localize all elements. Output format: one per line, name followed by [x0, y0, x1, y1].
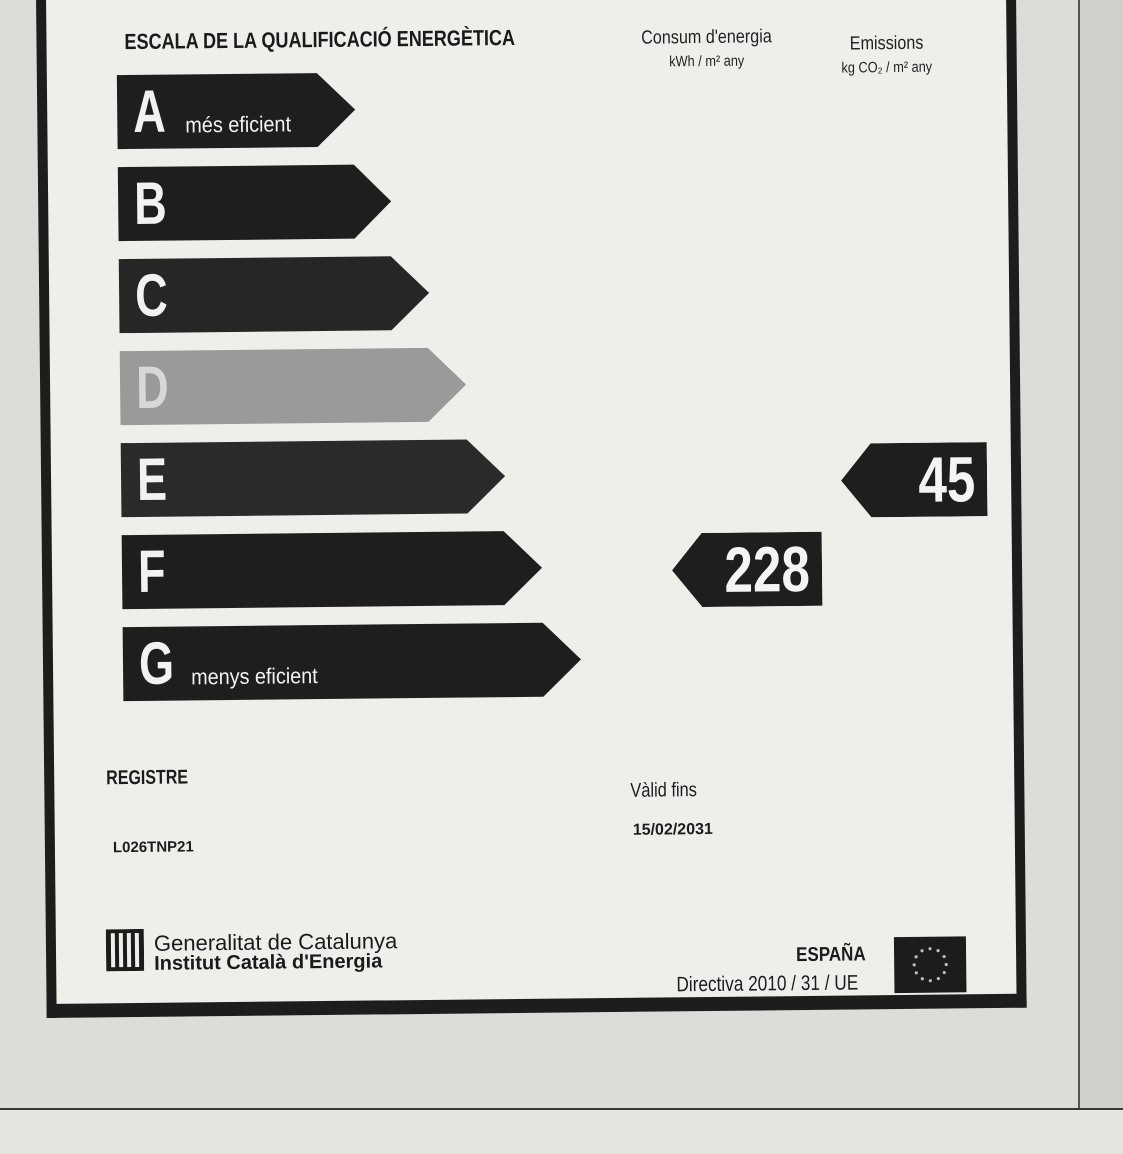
scale-bar-a: [117, 75, 292, 149]
scale-bar-b: [118, 167, 168, 241]
scale-letter-d: D: [135, 353, 169, 421]
scale-letter-b: B: [133, 169, 168, 237]
consum-value: 228: [724, 532, 811, 606]
scale-bar-f: [122, 535, 166, 609]
emissions-title: Emissions: [849, 32, 924, 55]
emissions-value: 45: [917, 443, 976, 516]
directive-label: Directiva 2010 / 31 / UE: [676, 971, 859, 997]
scale-bar-c: [119, 259, 168, 333]
scale-bar-e: [121, 443, 168, 517]
valid-until-value: 15/02/2031: [632, 820, 713, 839]
energy-label: [36, 0, 1027, 1018]
consum-unit: kWh / m² any: [669, 52, 745, 71]
scale-letter-c: C: [134, 261, 168, 329]
scale-letter-f: F: [137, 537, 166, 605]
scale-note-g: menys eficient: [191, 663, 318, 690]
emissions-value-tag: [841, 442, 988, 518]
institute-name: Institut Català d'Energia: [154, 950, 383, 975]
consum-value-tag: [672, 532, 823, 608]
consum-title: Consum d'energia: [641, 26, 772, 49]
registre-label: REGISTRE: [106, 766, 189, 790]
generalitat-logo-icon: [106, 929, 144, 971]
org-name: Generalitat de Catalunya: [153, 928, 398, 956]
label-title: ESCALA DE LA QUALIFICACIÓ ENERGÈTICA: [124, 24, 516, 55]
scale-letter-e: E: [136, 445, 168, 513]
scale-bar-d: [120, 351, 169, 425]
emissions-column-header: [818, 32, 954, 76]
country-label: ESPAÑA: [795, 943, 866, 967]
valid-until-label: Vàlid fins: [630, 779, 698, 802]
underlying-page-edge: [1078, 0, 1123, 1110]
emissions-unit: kg CO₂ / m² any: [841, 58, 933, 77]
scale-note-a: més eficient: [185, 111, 292, 138]
scale-letter-a: A: [132, 77, 167, 145]
scale-letter-g: G: [138, 629, 175, 697]
scale-bar-g: [123, 627, 318, 701]
eu-flag-icon: [894, 936, 967, 993]
underlying-paper: [0, 1108, 1123, 1154]
registre-value: L026TNP21: [112, 838, 194, 857]
consum-column-header: [621, 26, 791, 71]
